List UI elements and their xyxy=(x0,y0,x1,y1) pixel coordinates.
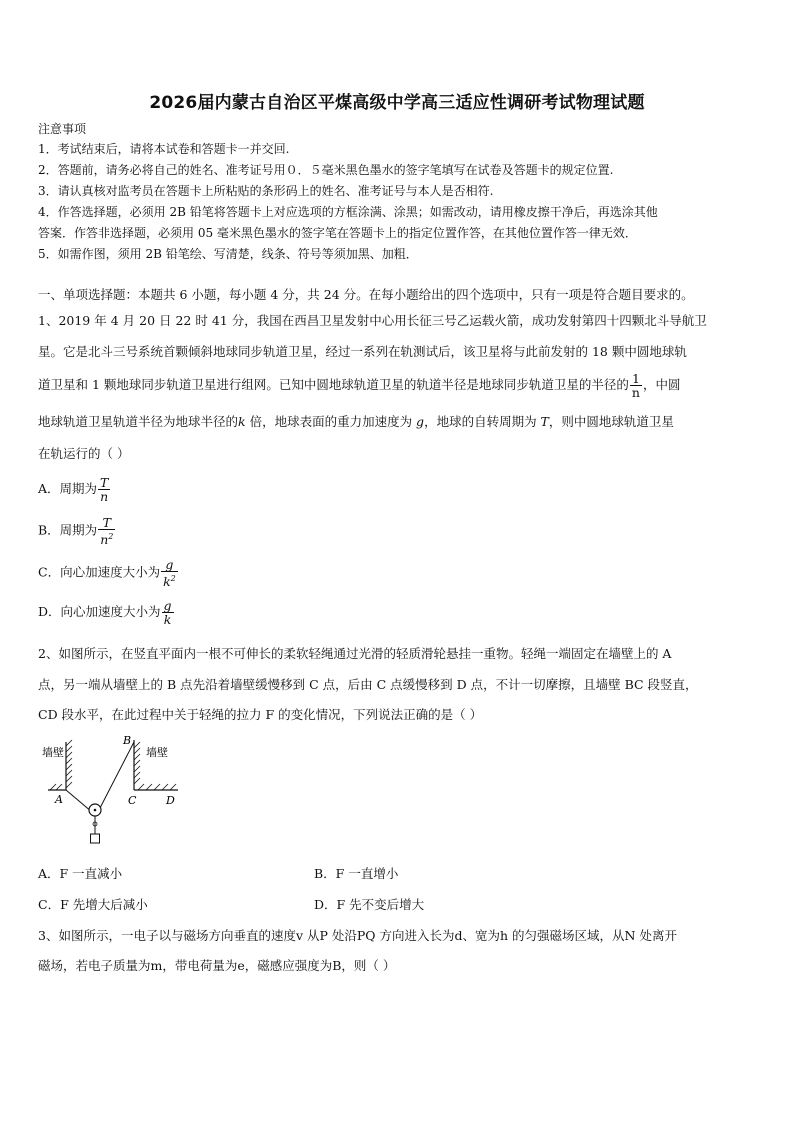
ceiling-cd-hatch xyxy=(138,784,176,790)
q2-option-c: C．F 先增大后减小 xyxy=(38,897,148,912)
left-wall-hatch xyxy=(66,740,72,788)
fraction-numerator: T xyxy=(98,516,115,530)
var-g: g xyxy=(416,414,425,429)
fraction-denominator: n xyxy=(100,489,109,504)
rope-left-segment xyxy=(66,790,92,812)
q1-line xyxy=(38,372,680,399)
notes-heading: 注意事项 xyxy=(38,122,87,136)
hanging-weight xyxy=(91,834,100,843)
var-k: k xyxy=(238,414,246,429)
q1-line4-text: ，地球的自转周期为 xyxy=(424,414,541,429)
q1-line3-text: 道卫星和 1 颗地球同步轨道卫星进行组网。已知中圆地球轨道卫星的轨道半径是地球同步轨道卫星的半径的 xyxy=(38,377,629,392)
q1-option-d xyxy=(38,599,175,626)
q1-line: 在轨运行的（ ） xyxy=(38,446,130,461)
denominator-exponent: 2 xyxy=(108,532,114,541)
q1-option-b xyxy=(38,516,116,546)
denominator-exponent: 2 xyxy=(170,574,176,583)
q3-line: 磁场，若电子质量为m，带电荷量为e，磁感应强度为B，则（ ） xyxy=(38,958,396,973)
page-title: 2026届内蒙古自治区平煤高级中学高三适应性调研考试物理试题 xyxy=(149,93,645,113)
note-item: 3．请认真核对监考员在答题卡上所粘贴的条形码上的姓名、准考证号与本人是否相符. xyxy=(38,184,494,198)
section-heading: 一、单项选择题：本题共 6 小题，每小题 4 分，共 24 分。在每小题给出的四个选项中，只有一项是符合题目要求的。 xyxy=(38,287,694,302)
q1-line4-text: 地球轨道卫星轨道半径为地球半径的 xyxy=(38,414,239,429)
fraction-numerator: 1 xyxy=(630,372,642,386)
fraction-numerator: T xyxy=(100,475,109,490)
note-item: 答案．作答非选择题，必须用 05 毫米黑色墨水的签字笔在答题卡上的指定位置作答，在其他位置作答一律无效． xyxy=(38,226,637,240)
q1-option-c xyxy=(38,558,179,588)
point-a-label: A xyxy=(55,793,63,806)
note-item: 2．答题前，请务必将自己的姓名、准考证号用０．５毫米黑色墨水的签字笔填写在试卷及答题卡的规定位置. xyxy=(38,163,614,177)
q2-line: 2、如图所示，在竖直平面内一根不可伸长的柔软轻绳通过光滑的轻质滑轮悬挂一重物。轻绳一端固定在墙壁上的 A xyxy=(38,646,672,661)
option-label: A．周期为 xyxy=(38,481,98,496)
note-item: 1．考试结束后，请将本试卷和答题卡一并交回. xyxy=(38,142,290,156)
q1-option-a xyxy=(38,476,111,503)
fraction-numerator: g xyxy=(163,598,172,613)
fraction-numerator: g xyxy=(161,558,178,572)
left-wall-label: 墙壁 xyxy=(42,746,64,759)
option-fraction xyxy=(98,476,110,503)
q1-line xyxy=(38,414,674,430)
q2-option-a: A．F 一直减小 xyxy=(38,866,123,881)
fraction-1-over-n xyxy=(630,372,642,399)
q1-line: 星。它是北斗三号系统首颗倾斜地球同步轨道卫星，经过一系列在轨测试后，该卫星将与此前发射的 18 颗中圆地球轨 xyxy=(38,344,687,359)
option-label: B．周期为 xyxy=(38,522,98,538)
right-wall-hatch xyxy=(134,742,140,784)
pulley-diagram xyxy=(38,734,198,852)
option-label: D．向心加速度大小为 xyxy=(38,604,161,619)
denominator-base: k xyxy=(163,574,171,590)
note-item: 4．作答选择题，必须用 2B 铅笔将答题卡上对应选项的方框涂满、涂黑；如需改动，请用橡皮擦干净后，再选涂其他 xyxy=(38,205,658,219)
point-c-label: C xyxy=(128,794,137,807)
q2-option-b: B．F 一直增小 xyxy=(314,866,399,881)
option-fraction xyxy=(161,558,178,588)
fraction-denominator xyxy=(98,530,115,546)
note-item: 5．如需作图，须用 2B 铅笔绘、写清楚，线条、符号等须加黑、加粗． xyxy=(38,247,418,261)
q1-line3-tail: ，中圆 xyxy=(642,377,681,392)
fraction-denominator xyxy=(161,572,178,588)
denominator-base: n xyxy=(100,532,109,548)
option-label: C．向心加速度大小为 xyxy=(38,564,161,580)
q3-line: 3、如图所示，一电子以与磁场方向垂直的速度v 从P 处沿PQ 方向进入长为d、宽为h 的匀强磁场区域，从N 处离开 xyxy=(38,928,677,943)
option-fraction xyxy=(98,516,115,546)
point-d-label: D xyxy=(166,794,175,807)
option-fraction xyxy=(162,599,174,626)
pulley-axle xyxy=(94,809,97,812)
q2-line: CD 段水平，在此过程中关于轻绳的拉力 F 的变化情况，下列说法正确的是（ ） xyxy=(38,707,483,722)
left-ground-hatch xyxy=(50,784,62,790)
q2-option-d: D．F 先不变后增大 xyxy=(314,897,425,912)
right-wall-label: 墙壁 xyxy=(146,746,168,759)
fraction-denominator: n xyxy=(631,385,640,400)
q1-line4-text: ，则中圆地球轨道卫星 xyxy=(548,414,674,429)
q2-line: 点，另一端从墙壁上的 B 点先沿着墙壁缓慢移到 C 点，后由 C 点缓慢移到 D 点，不计一切摩擦，且墙壁 BC 段竖直， xyxy=(38,677,698,692)
var-T: T xyxy=(540,414,549,429)
q1-line4-text: 倍，地球表面的重力加速度为 xyxy=(245,414,417,429)
fraction-denominator: k xyxy=(163,612,172,627)
point-b-label: B xyxy=(123,734,132,747)
q1-line: 1、2019 年 4 月 20 日 22 时 41 分，我国在西昌卫星发射中心用长征三号乙运载火箭，成功发射第四十四颗北斗导航卫 xyxy=(38,313,707,328)
